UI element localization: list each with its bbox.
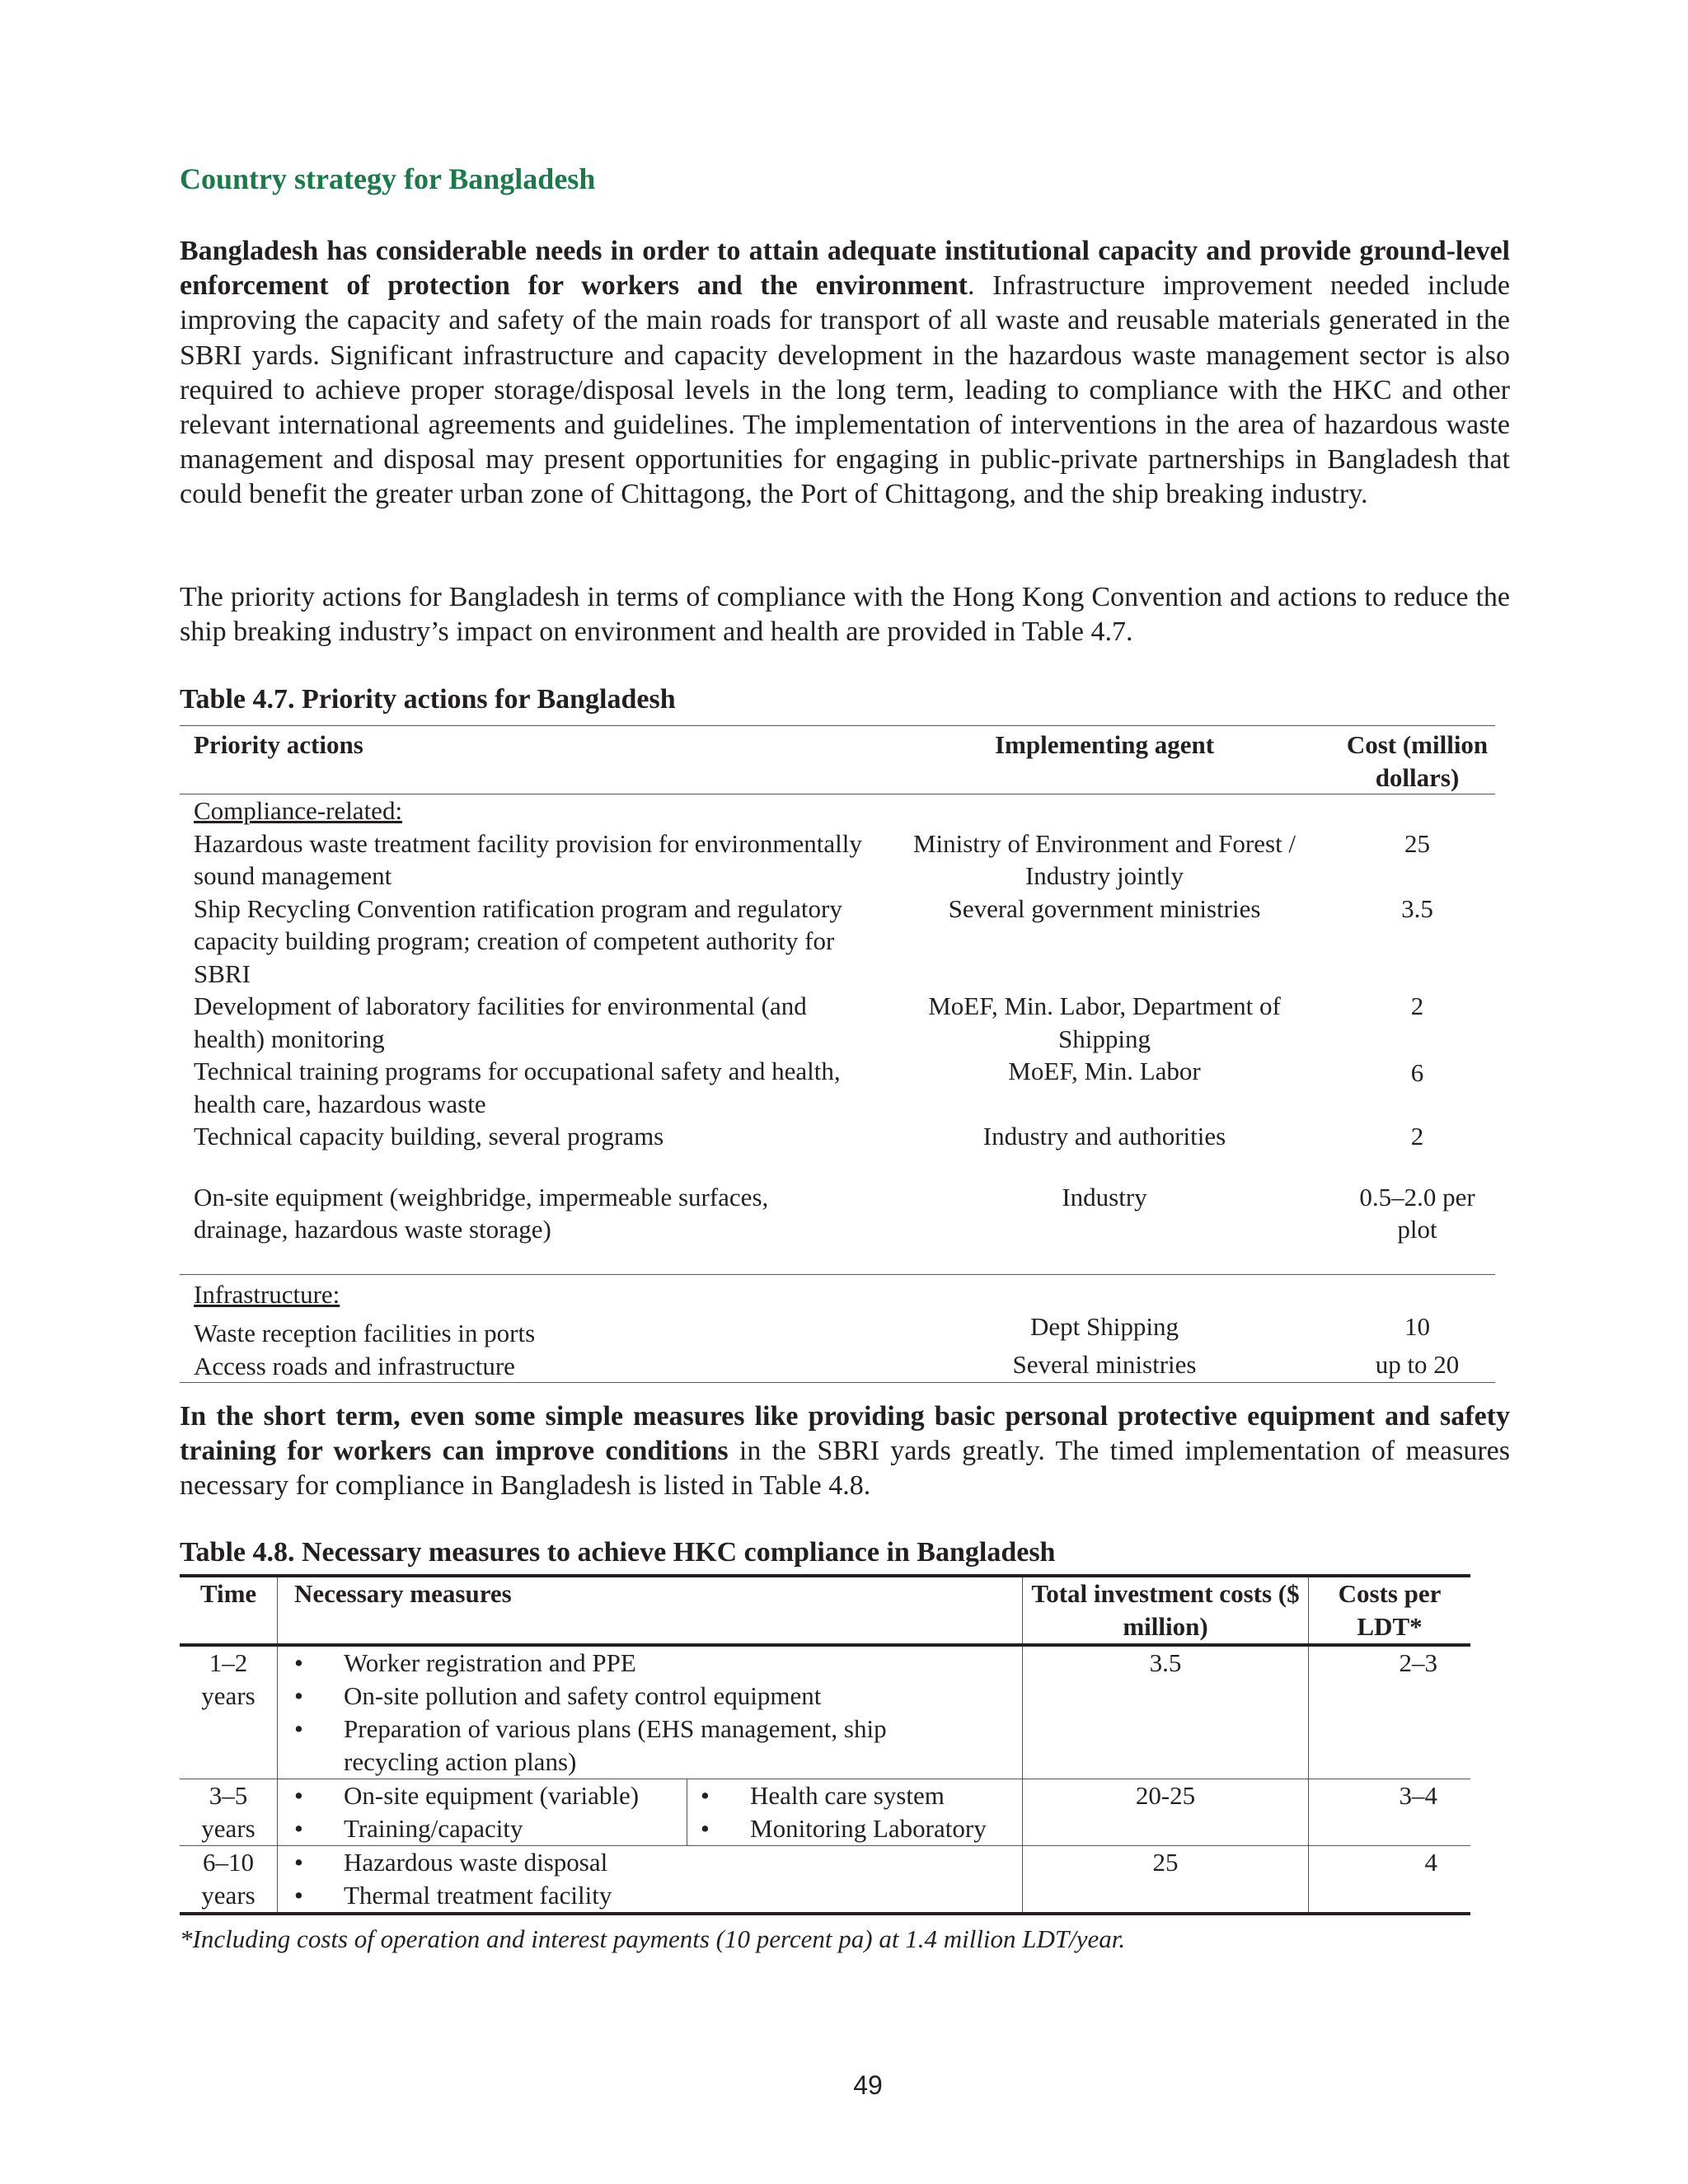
cell-agent: MoEF, Min. Labor	[1008, 1057, 1201, 1085]
list-item: • Thermal treatment facility	[278, 1879, 1022, 1912]
paragraph-short-term-measures	[180, 1399, 1510, 1504]
cell-agent: Several government ministries	[948, 893, 1261, 923]
table-row	[180, 1645, 1470, 1779]
paragraph-bold-lead: Bangladesh has considerable needs in order to attain adequate institutional capacity and provide ground-level enforcement of protection for workers and the environment	[180, 236, 1510, 302]
table-4-7-priority-actions	[180, 725, 1495, 1383]
list-item: • Hazardous waste disposal	[278, 1846, 1022, 1879]
cell-cost-per-ldt: 3–4	[1309, 1779, 1471, 1846]
cell-time: 6–10 years	[180, 1846, 278, 1915]
table-row	[180, 1181, 1495, 1246]
table-row	[180, 1846, 1470, 1915]
cell-cost: 0.5–2.0 per plot	[1359, 1182, 1475, 1244]
group-row-infrastructure	[180, 1274, 1495, 1310]
table-header-row	[180, 726, 1495, 794]
cell-agent: MoEF, Min. Labor, Department of Shipping	[928, 991, 1281, 1053]
cell-cost: 2	[1410, 1122, 1424, 1151]
cell-action: Access roads and infrastructure	[180, 1350, 870, 1383]
table-header-row	[180, 1576, 1470, 1645]
page-number: 49	[853, 2070, 883, 2100]
measures-two-columns	[278, 1779, 1022, 1845]
cell-agent: Dept Shipping	[1030, 1312, 1179, 1341]
table-4-7-caption: Table 4.7. Priority actions for Bangladesh	[180, 684, 676, 715]
cell-agent: Industry	[1062, 1182, 1147, 1212]
cell-time: 1–2 years	[180, 1645, 278, 1779]
column-header-necessary-measures: Necessary measures	[278, 1576, 1023, 1645]
table-row	[180, 1310, 1495, 1350]
cell-agent: Industry and authorities	[982, 1122, 1226, 1151]
table-row	[180, 1779, 1470, 1846]
cell-cost: 10	[1404, 1312, 1430, 1341]
cell-action: Waste reception facilities in ports	[194, 1319, 536, 1347]
measures-list	[278, 1846, 1022, 1912]
section-title: Country strategy for Bangladesh	[180, 162, 596, 195]
cell-cost: 6	[1410, 1058, 1424, 1087]
cell-cost-per-ldt: 2–3	[1309, 1645, 1471, 1779]
paragraph-body: . Infrastructure improvement needed include improving the capacity and safety of the main roads for transport of all waste and reusable materials generated in the SBRI yards. Significant infrastructure and capacity development in the hazardous waste management sector is also required to achieve proper storage/disposal levels in the long term, leading to compliance with the HKC and other relevant international agreements and guidelines. The implementation of interventions in the area of hazardous waste management and disposal may present opportunities for engaging in public-private partnerships in Bangladesh that could benefit the greater urban zone of Chittagong, the Port of Chittagong, and the ship breaking industry.	[180, 270, 1510, 510]
table-4-8-necessary-measures	[180, 1574, 1470, 1915]
paragraph-institutional-needs	[180, 234, 1510, 513]
table-row	[180, 1120, 1495, 1153]
cell-agent: Several ministries	[870, 1350, 1339, 1383]
column-header-implementing-agent: Implementing agent	[870, 726, 1339, 794]
table-row	[180, 1055, 1495, 1120]
column-header-priority-actions: Priority actions	[180, 726, 870, 794]
cell-agent: Ministry of Environment and Forest / Industry jointly	[912, 828, 1296, 890]
list-item: • Monitoring Laboratory	[687, 1812, 1022, 1845]
table-row	[180, 1350, 1495, 1383]
table-footnote: *Including costs of operation and interest payments (10 percent pa) at 1.4 million LDT/year.	[180, 1924, 1126, 1953]
spacer-row	[180, 1153, 1495, 1181]
measures-list	[278, 1647, 1022, 1779]
cell-cost: 3.5	[1401, 893, 1433, 923]
spacer-row	[180, 1246, 1495, 1275]
cell-investment: 3.5	[1023, 1645, 1309, 1779]
cell-action: Development of laboratory facilities for environmental (and health) monitoring	[194, 991, 807, 1053]
cell-cost-per-ldt: 4	[1309, 1846, 1471, 1915]
group-label-infrastructure: Infrastructure:	[194, 1279, 340, 1309]
list-item: • On-site pollution and safety control equipment	[278, 1680, 1022, 1713]
cell-investment: 25	[1023, 1846, 1309, 1915]
list-item: • Health care system	[687, 1779, 1022, 1812]
column-header-time: Time	[180, 1576, 278, 1645]
list-item: • On-site equipment (variable)	[278, 1779, 687, 1812]
cell-cost: 2	[1410, 991, 1424, 1020]
measures-list	[687, 1779, 1022, 1845]
measures-list	[278, 1779, 687, 1845]
column-header-total-investment: Total investment costs ($ million)	[1023, 1576, 1309, 1645]
table-4-8-caption: Table 4.8. Necessary measures to achieve HKC compliance in Bangladesh	[180, 1537, 1056, 1568]
cell-action: Technical capacity building, several programs	[194, 1122, 664, 1151]
cell-cost: up to 20	[1339, 1350, 1495, 1383]
group-label-compliance: Compliance-related:	[194, 796, 403, 825]
paragraph-priority-actions: The priority actions for Bangladesh in terms of compliance with the Hong Kong Convention and actions to reduce the ship breaking industry’s impact on environment and health are provided in Table 4.7.	[180, 582, 1510, 648]
list-item: • Worker registration and PPE	[278, 1647, 1022, 1680]
paragraph-body: in the SBRI yards greatly. The timed implementation of measures necessary for compliance in Bangladesh is listed in Table 4.8.	[180, 1436, 1510, 1502]
cell-action: Hazardous waste treatment facility provision for environmentally sound management	[194, 828, 862, 890]
table-row	[180, 893, 1495, 991]
column-header-cost: Cost (million dollars)	[1339, 726, 1495, 794]
cell-time: 3–5 years	[180, 1779, 278, 1846]
cell-action: On-site equipment (weighbridge, impermeable surfaces, drainage, hazardous waste storage)	[194, 1182, 769, 1244]
list-item: • Preparation of various plans (EHS management, ship recycling action plans)	[278, 1713, 1022, 1779]
paragraph-bold-lead: In the short term, even some simple measures like providing basic personal protective equipment and safety training for workers can improve conditions	[180, 1401, 1510, 1467]
table-row	[180, 827, 1495, 893]
table-row	[180, 990, 1495, 1055]
group-row-compliance	[180, 794, 1495, 827]
cell-action: Technical training programs for occupational safety and health, health care, hazardous waste	[194, 1057, 841, 1118]
cell-measures	[278, 1645, 1023, 1779]
column-header-costs-per-ldt: Costs per LDT*	[1309, 1576, 1471, 1645]
cell-measures	[278, 1779, 1023, 1846]
cell-measures	[278, 1846, 1023, 1915]
list-item: • Training/capacity	[278, 1812, 687, 1845]
cell-investment: 20-25	[1023, 1779, 1309, 1846]
cell-cost: 25	[1404, 828, 1430, 858]
cell-action: Ship Recycling Convention ratification program and regulatory capacity building program; creation of competent authority for SBRI	[194, 893, 842, 988]
